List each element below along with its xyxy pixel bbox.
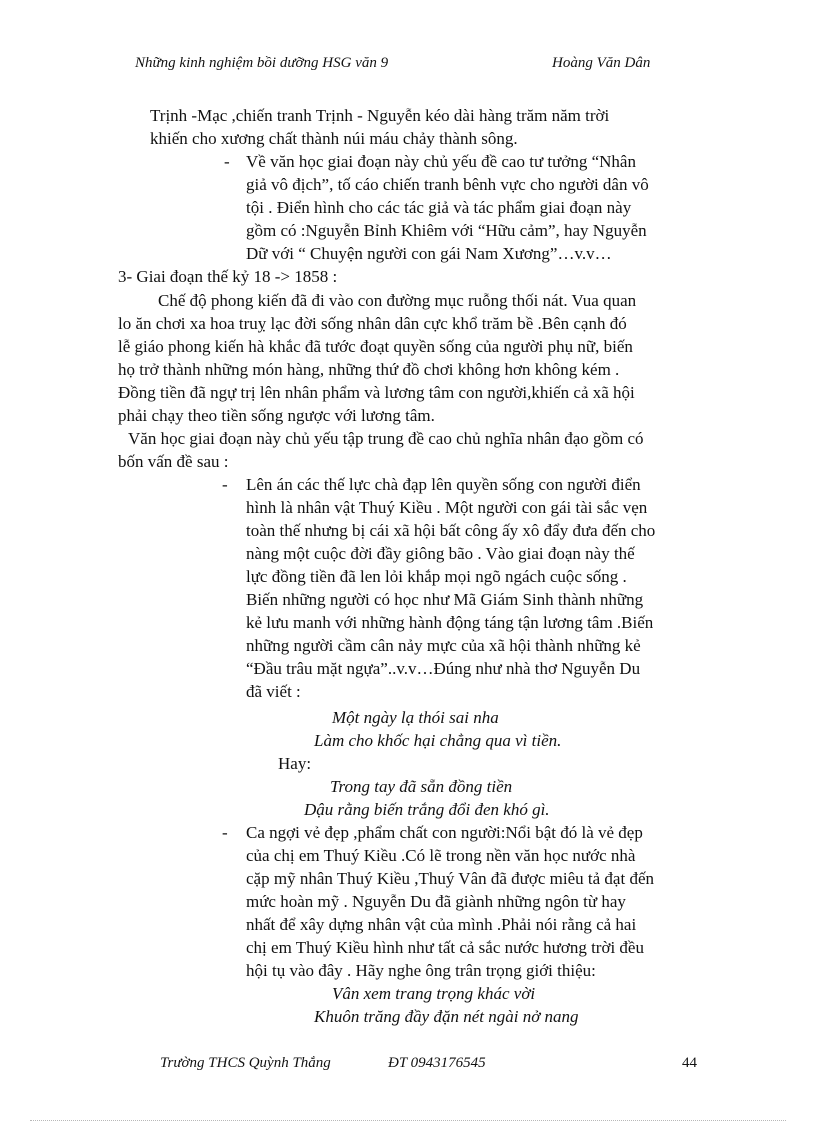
text-line: kẻ lưu manh với những hành động táng tận lương tâm .Biến bbox=[246, 613, 654, 632]
poem-line: Dậu rằng biến trắng đổi đen khó gì. bbox=[304, 800, 550, 819]
header-author: Hoàng Văn Dân bbox=[552, 55, 651, 71]
text-line: Dữ với “ Chuyện người con gái Nam Xương”…v.v… bbox=[246, 244, 612, 263]
text-line: đã viết : bbox=[246, 682, 301, 701]
page-bottom-divider bbox=[30, 1120, 786, 1121]
text-line: lực đồng tiền đã len lỏi khắp mọi ngõ ngách cuộc sống . bbox=[246, 567, 627, 586]
text-line: nàng một cuộc đời đầy giông bão . Vào giai đoạn này thế bbox=[246, 544, 635, 563]
header-title: Những kinh nghiệm bồi dưỡng HSG văn 9 bbox=[135, 55, 389, 71]
poem-line: Khuôn trăng đầy đặn nét ngài nở nang bbox=[314, 1007, 579, 1026]
text-line: họ trở thành những món hàng, những thứ đồ chơi không hơn không kém . bbox=[118, 360, 620, 379]
bullet-dash: - bbox=[222, 475, 228, 494]
poem-line: Làm cho khốc hại chẳng qua vì tiền. bbox=[314, 731, 562, 750]
text-line: của chị em Thuý Kiều .Có lẽ trong nền văn học nước nhà bbox=[246, 846, 636, 865]
text-line: toàn thế nhưng bị cái xã hội bất công ấy xô đẩy đưa đến cho bbox=[246, 521, 656, 540]
text-line: giả vô địch”, tố cáo chiến tranh bênh vực cho người dân vô bbox=[246, 175, 649, 194]
text-line: Chế độ phong kiến đã đi vào con đường mục ruỗng thối nát. Vua quan bbox=[158, 291, 637, 310]
bullet-dash: - bbox=[222, 823, 228, 842]
text-line: Về văn học giai đoạn này chủ yếu đề cao tư tưởng “Nhân bbox=[246, 152, 636, 171]
text-line: hình là nhân vật Thuý Kiều . Một người con gái tài sắc vẹn bbox=[246, 498, 648, 517]
bullet-dash: - bbox=[224, 152, 230, 171]
text-line: khiến cho xương chất thành núi máu chảy thành sông. bbox=[150, 129, 518, 148]
text-line: phải chạy theo tiền sống ngược với lương tâm. bbox=[118, 406, 435, 425]
section-heading: 3- Giai đoạn thế kỷ 18 -> 1858 : bbox=[118, 267, 338, 286]
text-line: Hay: bbox=[278, 754, 312, 773]
poem-line: Trong tay đã sẵn đồng tiền bbox=[330, 777, 513, 796]
text-line: những người cầm cân nảy mực của xã hội thành những kẻ bbox=[246, 636, 641, 655]
poem-line: Vân xem trang trọng khác vời bbox=[332, 984, 536, 1003]
text-line: hội tụ vào đây . Hãy nghe ông trân trọng giới thiệu: bbox=[246, 961, 596, 980]
footer-phone: ĐT 0943176545 bbox=[388, 1055, 486, 1071]
text-line: Biến những người có học như Mã Giám Sinh thành những bbox=[246, 590, 644, 609]
footer-school: Trường THCS Quỳnh Thắng bbox=[160, 1055, 331, 1071]
text-line: Đồng tiền đã ngự trị lên nhân phẩm và lương tâm con người,khiến cả xã hội bbox=[118, 383, 635, 402]
text-line: gồm có :Nguyễn Bỉnh Khiêm với “Hữu cảm”, hay Nguyễn bbox=[246, 221, 647, 240]
page-number: 44 bbox=[682, 1055, 697, 1071]
text-line: Văn học giai đoạn này chủ yếu tập trung đề cao chủ nghĩa nhân đạo gồm có bbox=[128, 429, 644, 448]
text-line: Trịnh -Mạc ,chiến tranh Trịnh - Nguyễn kéo dài hàng trăm năm trời bbox=[150, 106, 610, 125]
text-line: lễ giáo phong kiến hà khắc đã tước đoạt quyền sống của người phụ nữ, biến bbox=[118, 337, 633, 356]
poem-line: Một ngày lạ thói sai nha bbox=[332, 708, 499, 727]
text-line: Lên án các thế lực chà đạp lên quyền sống con người điển bbox=[246, 475, 641, 494]
text-line: chị em Thuý Kiều hình như tất cả sắc nước hương trời đều bbox=[246, 938, 644, 957]
text-line: cặp mỹ nhân Thuý Kiều ,Thuý Vân đã được miêu tả đạt đến bbox=[246, 869, 654, 888]
text-line: lo ăn chơi xa hoa truỵ lạc đời sống nhân dân cực khổ trăm bề .Bên cạnh đó bbox=[118, 314, 627, 333]
text-line: nhất để xây dựng nhân vật của mình .Phải nói rằng cả hai bbox=[246, 915, 637, 934]
text-line: Ca ngợi vẻ đẹp ,phẩm chất con người:Nổi bật đó là vẻ đẹp bbox=[246, 823, 643, 842]
text-line: “Đầu trâu mặt ngựa”..v.v…Đúng như nhà thơ Nguyễn Du bbox=[246, 659, 641, 678]
text-line: tội . Điển hình cho các tác giả và tác phẩm giai đoạn này bbox=[246, 198, 632, 217]
text-line: bốn vấn đề sau : bbox=[118, 452, 229, 471]
text-line: mức hoàn mỹ . Nguyễn Du đã giành những ngôn từ hay bbox=[246, 892, 626, 911]
